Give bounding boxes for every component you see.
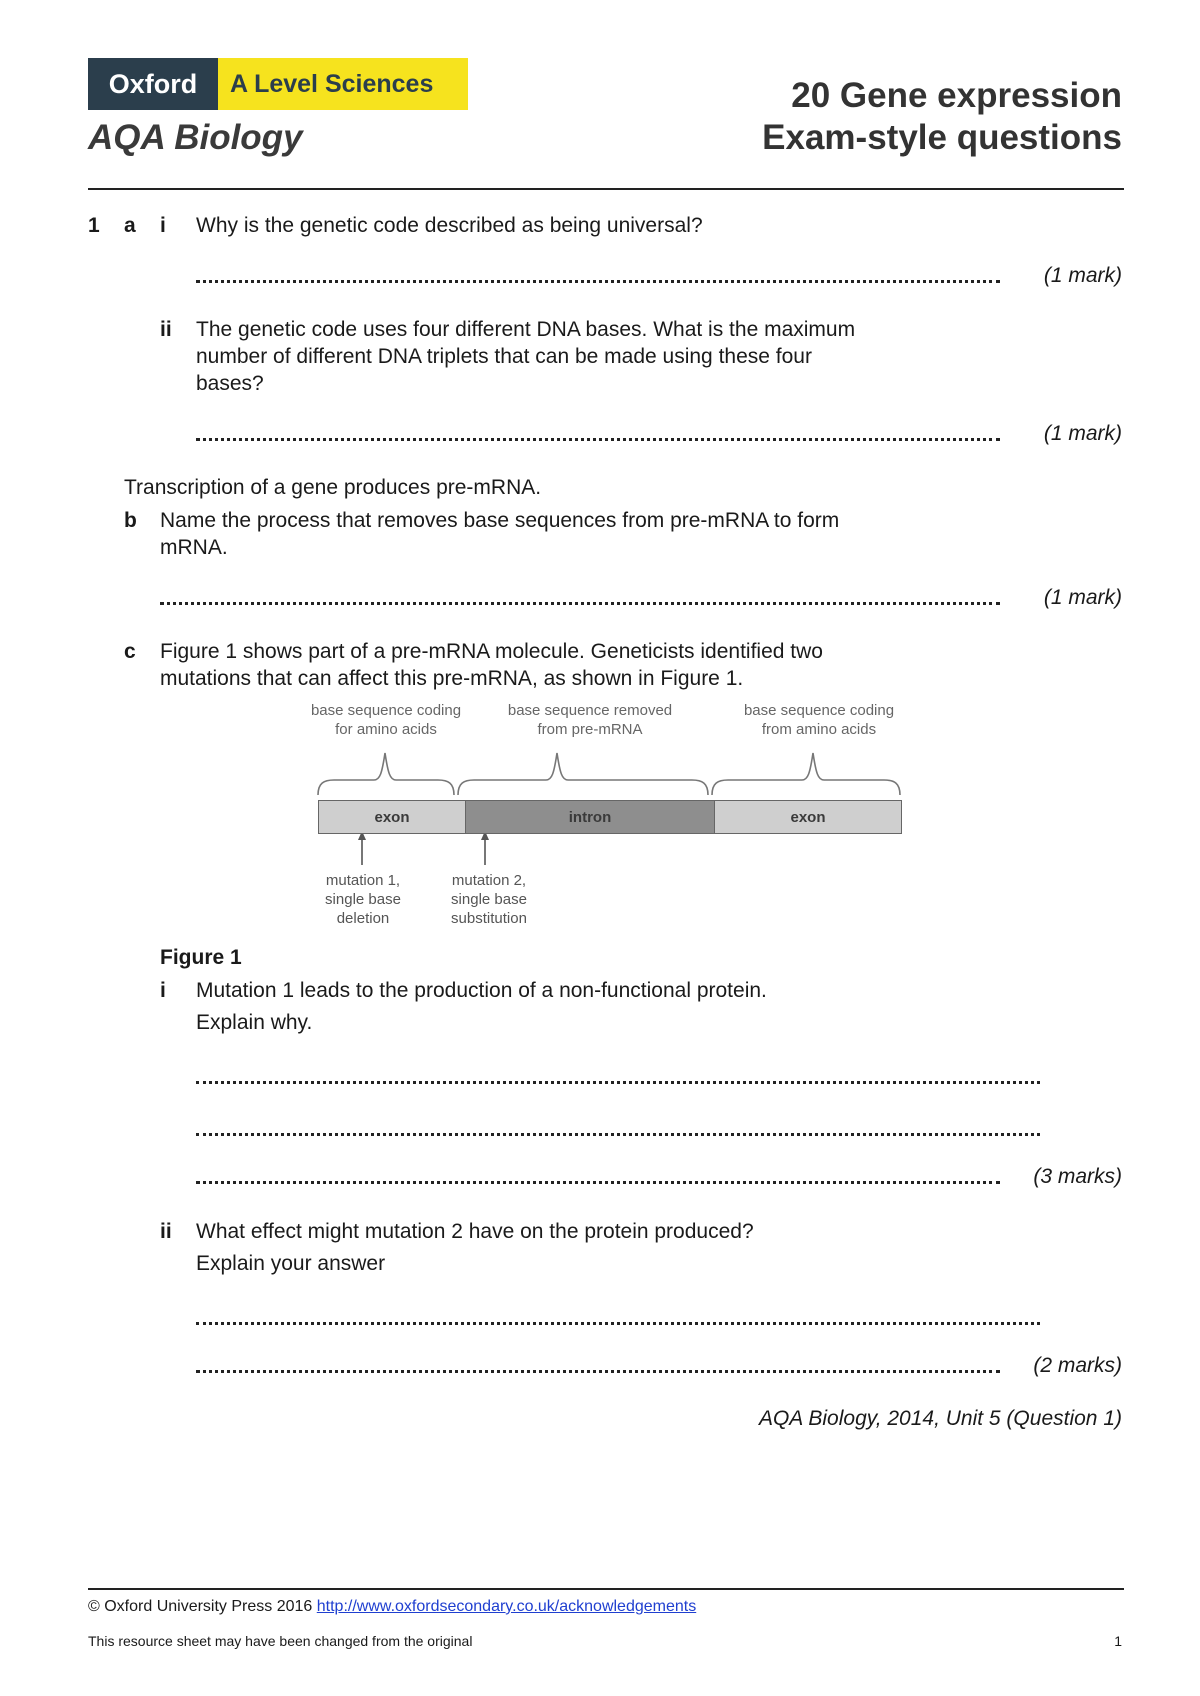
mutation-label-line: substitution <box>451 910 527 927</box>
figure-label-middle <box>500 701 680 739</box>
part-c-i-num: i <box>160 979 166 1002</box>
figure-caption: Figure 1 <box>160 946 242 969</box>
mutation-label-line: mutation 1, <box>325 872 401 889</box>
brace-right <box>712 753 900 795</box>
part-c-letter: c <box>124 640 136 663</box>
question-intro: Transcription of a gene produces pre-mRNA. <box>124 476 542 499</box>
question-text: bases? <box>196 372 264 395</box>
brace-left <box>318 753 454 795</box>
exon-segment-right: exon <box>714 800 902 834</box>
answer-line[interactable] <box>196 1133 1040 1136</box>
figure-label-line: for amino acids <box>335 721 437 738</box>
question-number: 1 <box>88 214 100 237</box>
part-a-i-num: i <box>160 214 166 237</box>
mutation-label-line: single base <box>451 891 527 908</box>
header-divider <box>88 188 1124 190</box>
marks-label: (3 marks) <box>1033 1165 1122 1188</box>
question-text: Explain your answer <box>196 1252 386 1275</box>
figure-label-line: from pre-mRNA <box>537 721 643 738</box>
answer-line[interactable] <box>196 1181 1000 1184</box>
brace-middle <box>458 753 708 795</box>
figure-label-left <box>296 701 476 739</box>
answer-line[interactable] <box>196 1081 1040 1084</box>
question-text: number of different DNA triplets that can be made using these four <box>196 345 812 368</box>
answer-line[interactable] <box>196 1370 1000 1373</box>
exon-segment-left: exon <box>318 800 466 834</box>
mutation-1-label <box>308 871 418 928</box>
part-c-ii-num: ii <box>160 1220 172 1243</box>
page-number: 1 <box>1114 1633 1122 1649</box>
footer-note: This resource sheet may have been changed from the original <box>88 1633 473 1649</box>
answer-line[interactable] <box>196 438 1000 441</box>
logo-a-level-sciences: A Level Sciences <box>218 58 468 110</box>
part-a-letter: a <box>124 214 136 237</box>
part-b-letter: b <box>124 509 137 532</box>
question-text: Why is the genetic code described as being universal? <box>196 214 703 237</box>
acknowledgements-link[interactable]: http://www.oxfordsecondary.co.uk/acknowledgements <box>316 1598 697 1615</box>
figure-label-right <box>729 701 909 739</box>
page-subtitle: Exam-style questions <box>762 118 1122 157</box>
marks-label: (2 marks) <box>1033 1354 1122 1377</box>
mutation-2-label <box>434 871 544 928</box>
marks-label: (1 mark) <box>1043 422 1122 445</box>
question-source: AQA Biology, 2014, Unit 5 (Question 1) <box>758 1407 1122 1430</box>
copyright-text: © Oxford University Press 2016 <box>88 1598 317 1615</box>
page-title: 20 Gene expression <box>791 76 1122 115</box>
logo-oxford: Oxford <box>88 58 218 110</box>
figure-label-line: base sequence coding <box>743 702 895 719</box>
mutation-label-line: deletion <box>336 910 390 927</box>
question-text: mRNA. <box>160 536 228 559</box>
question-text: Mutation 1 leads to the production of a non-functional protein. <box>196 979 767 1002</box>
figure-label-line: base sequence removed <box>507 702 673 719</box>
marks-label: (1 mark) <box>1043 264 1122 287</box>
question-text: Explain why. <box>196 1011 313 1034</box>
part-a-ii-num: ii <box>160 318 172 341</box>
answer-line[interactable] <box>196 1322 1040 1325</box>
logo <box>88 58 468 110</box>
figure-label-line: from amino acids <box>761 721 877 738</box>
marks-label: (1 mark) <box>1043 586 1122 609</box>
question-text: The genetic code uses four different DNA bases. What is the maximum <box>196 318 856 341</box>
intron-segment: intron <box>465 800 715 834</box>
question-text: What effect might mutation 2 have on the protein produced? <box>196 1220 754 1243</box>
figure-label-line: base sequence coding <box>310 702 462 719</box>
copyright-line <box>88 1598 696 1616</box>
question-text: Name the process that removes base sequences from pre-mRNA to form <box>160 509 840 532</box>
footer-divider <box>88 1588 1124 1590</box>
question-text: Figure 1 shows part of a pre-mRNA molecule. Geneticists identified two <box>160 640 823 663</box>
mutation-label-line: single base <box>325 891 401 908</box>
question-text: mutations that can affect this pre-mRNA, as shown in Figure 1. <box>160 667 744 690</box>
mutation-label-line: mutation 2, <box>451 872 527 889</box>
answer-line[interactable] <box>160 602 1000 605</box>
answer-line[interactable] <box>196 280 1000 283</box>
subject-title: AQA Biology <box>88 118 303 157</box>
